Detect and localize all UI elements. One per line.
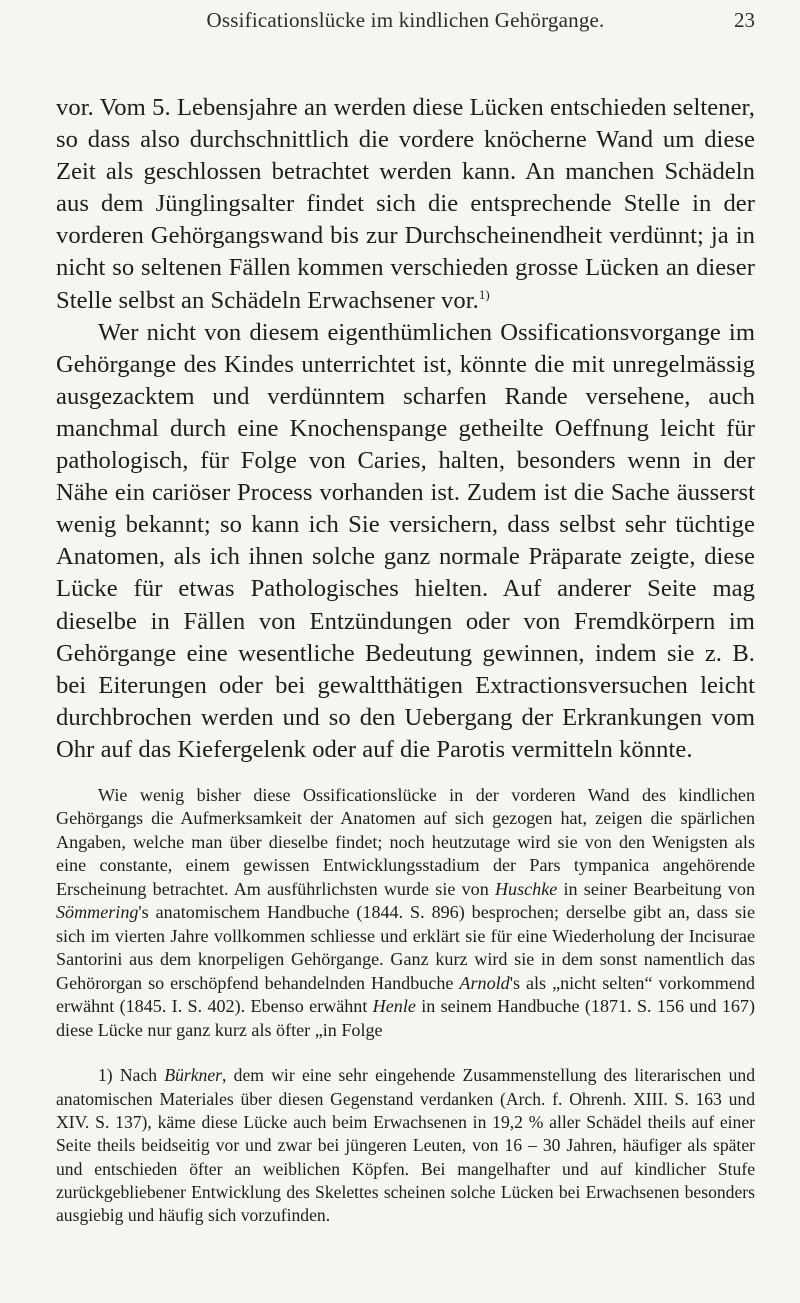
- author-name: Arnold: [459, 972, 510, 993]
- author-name: Bürkner: [164, 1065, 222, 1086]
- author-name: Sömmering: [56, 902, 139, 923]
- footnote-reference: 1): [478, 286, 490, 302]
- note-text: 's anatomischem Handbuche (1844. S. 896) besprochen; derselbe gibt an, dass sie sich im vierten Jahre vollkommen schliesse und erklärt sie für eine Wiederholung der Incisurae Santorini aus dem knorpeligen Gehörgange. Ganz kurz wird sie in dem sonst namentlich das Gehörorgan so erschöpfend behandelnden Handbuche: [56, 902, 755, 993]
- author-name: Henle: [372, 996, 416, 1017]
- running-head: [56, 0, 755, 48]
- running-title: Ossificationslücke im kindlichen Gehörgange.: [206, 8, 605, 32]
- note-text: 's als „nicht selten“ vorkommend erwähnt (1845. I. S. 402). Ebenso erwähnt: [56, 972, 755, 1017]
- author-name: Huschke: [494, 878, 558, 899]
- note-text: in seiner Bearbeitung von: [557, 878, 755, 899]
- paragraph: Wer nicht von diesem eigenthümlichen Ossificationsvorgange im Gehörgange des Kindes unterrichtet ist, könnte die mit unregelmässig ausgezacktem und verdünntem scharfen Rande versehene, auch manchmal durch eine Knochenspange getheilte Oeffnung leicht für pathologisch, für Folge von Caries, halten, besonders wenn in der Nähe ein cariöser Process vorhanden ist. Zudem ist die Sache äusserst wenig bekannt; so kann ich Sie versichern, dass selbst sehr tüchtige Anatomen, als ich ihnen solche ganz normale Präparate zeigte, diese Lücke für etwas Pathologisches hielten. Auf anderer Seite mag dieselbe in Fällen von Entzündungen oder von Fremdkörpern im Gehörgange eine wesentliche Bedeutung gewinnen, indem sie z. B. bei Eiterungen oder bei gewaltthätigen Extractionsversuchen leicht durchbrochen werden und so den Uebergang der Erkrankungen vom Ohr auf das Kiefergelenk oder auf die Parotis vermitteln könnte.: [56, 318, 755, 763]
- main-text: [56, 92, 755, 766]
- note-text: Wie wenig bisher diese Ossificationslücke in der vorderen Wand des kindlichen Gehörgangs die Aufmerksamkeit der Anatomen auf sich gezogen hat, zeigen die spärlichen Angaben, welche man über dieselbe findet; noch heutzutage wird sie von den Wenigsten als eine constante, einem gewissen Entwicklungsstadium der Pars tympanica angehörende Erscheinung betrachtet. Am ausführlichsten wurde sie von: [56, 784, 755, 899]
- footnote-text: 1) Nach: [98, 1065, 165, 1086]
- page-number: 23: [734, 8, 755, 32]
- paragraph-text: vor. Vom 5. Lebensjahre an werden diese Lücken entschieden seltener, so dass also durchschnittlich die vordere knöcherne Wand um diese Zeit als geschlossen betrachtet werden kann. An manchen Schädeln aus dem Jünglingsalter findet sich die entsprechende Stelle in der vorderen Gehörgangswand bis zur Durchscheinendheit verdünnt; ja in nicht so seltenen Fällen kommen verschieden grosse Lücken an dieser Stelle selbst an Schädeln Erwachsener vor.: [56, 94, 755, 314]
- paragraph: [56, 92, 755, 317]
- footnote-text: , dem wir eine sehr eingehende Zusammenstellung des literarischen und anatomischen Materiales über diesen Gegenstand verdanken (Arch. f. Ohrenh. XIII. S. 163 und XIV. S. 137), käme diese Lücke auch beim Erwachsenen in 19,2 % aller Schädel theils auf einer Seite theils beidseitig vor und zwar bei jüngeren Leuten, von 16 – 30 Jahren, häufiger als später und entschieden öfter an weiblichen Köpfen. Bei mangelhafter und auf kindlicher Stufe zurückgebliebener Entwicklung des Skelettes scheinen solche Lücken bei Erwachsenen besonders ausgiebig und häufig sich vorzufinden.: [56, 1065, 755, 1226]
- small-print-note: [56, 784, 755, 1043]
- footnote: [56, 1064, 755, 1227]
- note-text: in seinem Handbuche (1871. S. 156 und 167) diese Lücke nur ganz kurz als öfter „in Folge: [56, 996, 755, 1040]
